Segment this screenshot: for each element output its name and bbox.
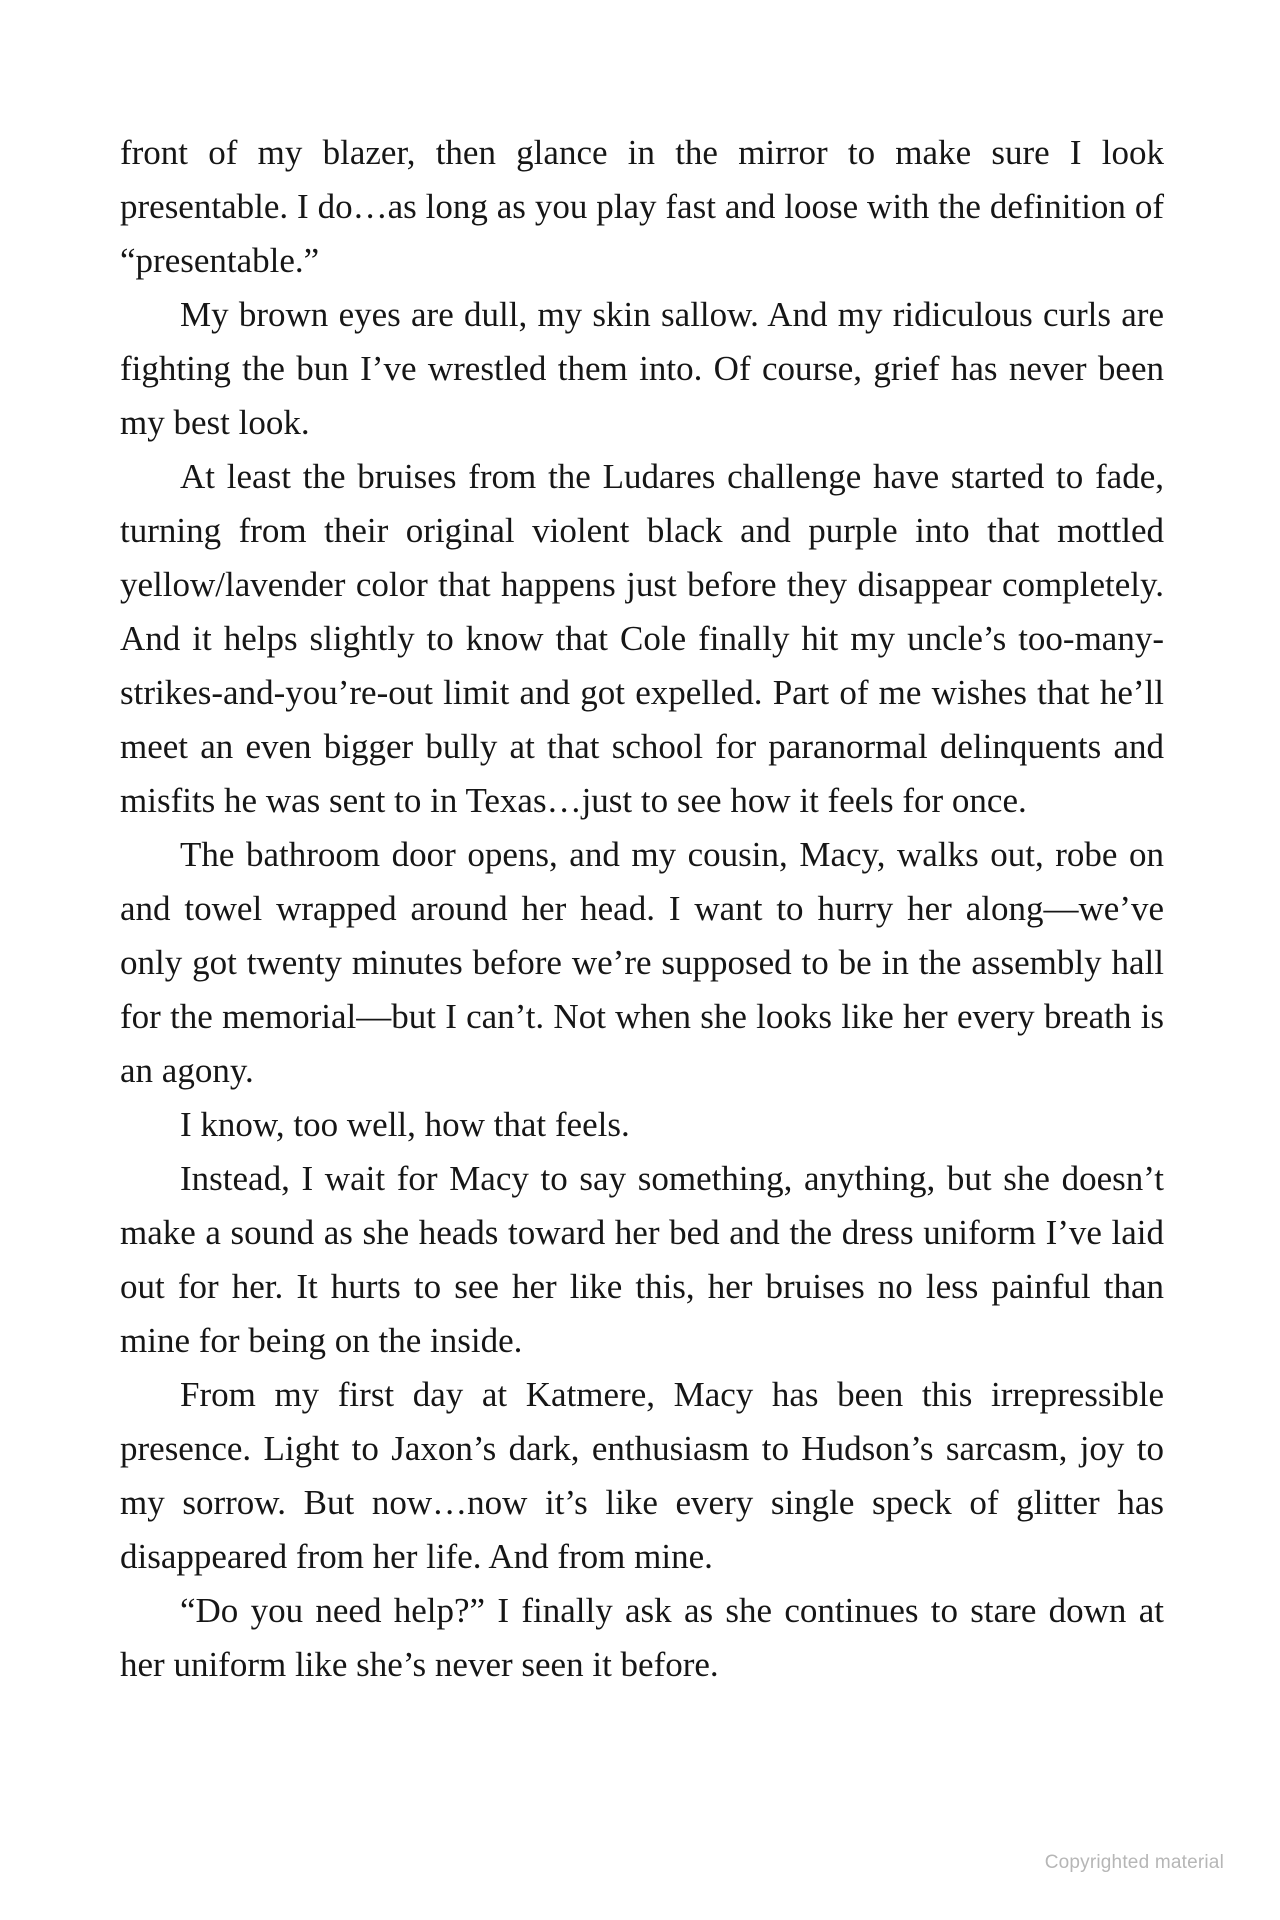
paragraph: front of my blazer, then glance in the mirror to make sure I look presentable. I do…as long as you play fast and loose with the definition of “presentable.” (120, 133, 1164, 280)
paragraph: My brown eyes are dull, my skin sallow. And my ridiculous curls are fighting the bun I’ve wrestled them into. Of course, grief has never been my best look. (120, 295, 1164, 442)
paragraph: “Do you need help?” I finally ask as she continues to stare down at her uniform like she’s never seen it before. (120, 1591, 1164, 1684)
paragraph: At least the bruises from the Ludares challenge have started to fade, turning from their original violent black and purple into that mottled yellow/lavender color that happens just before they disappear completely. And it helps slightly to know that Cole finally hit my uncle’s too-many-strikes-and-you’re-out limit and got expelled. Part of me wishes that he’ll meet an even bigger bully at that school for paranormal delinquents and misfits he was sent to in Texas…just to see how it feels for once. (120, 457, 1164, 820)
paragraph: I know, too well, how that feels. (180, 1105, 630, 1144)
copyright-notice: Copyrighted material (1044, 1852, 1224, 1873)
paragraph: The bathroom door opens, and my cousin, Macy, walks out, robe on and towel wrapped around her head. I want to hurry her along—we’ve only got twenty minutes before we’re supposed to be in the assembly hall for the memorial—but I can’t. Not when she looks like her every breath is an agony. (120, 835, 1164, 1090)
paragraph: From my first day at Katmere, Macy has been this irrepressible presence. Light to Jaxon’s dark, enthusiasm to Hudson’s sarcasm, joy to my sorrow. But now…now it’s like every single speck of glitter has disappeared from her life. And from mine. (120, 1375, 1164, 1576)
paragraph: Instead, I wait for Macy to say something, anything, but she doesn’t make a sound as she heads toward her bed and the dress uniform I’ve laid out for her. It hurts to see her like this, her bruises no less painful than mine for being on the inside. (120, 1159, 1164, 1360)
page-text (120, 126, 1164, 1692)
